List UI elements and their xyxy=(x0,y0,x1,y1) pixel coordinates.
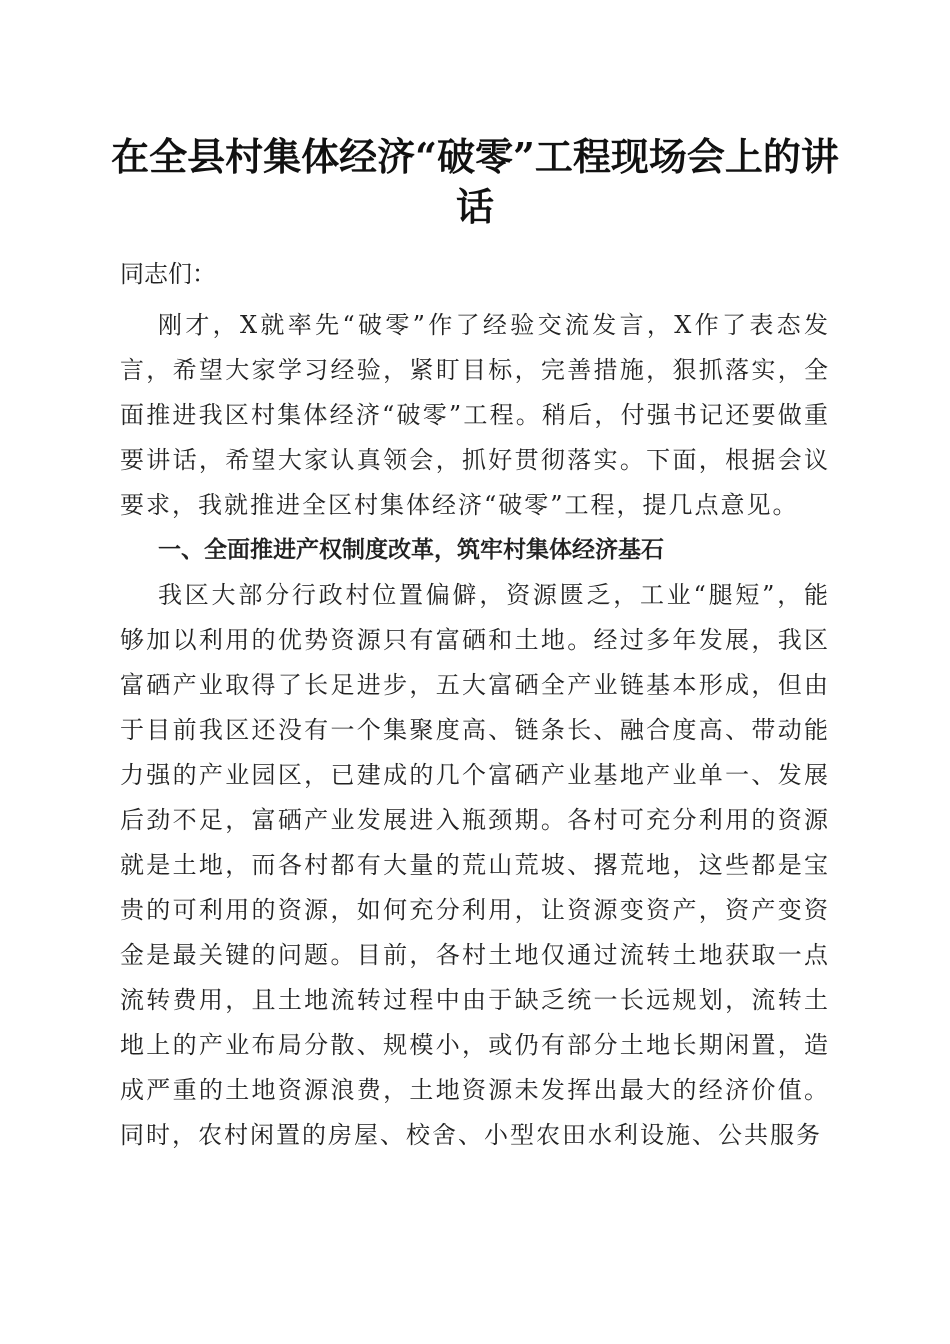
opening-paragraph: 刚才，X就率先“破零”作了经验交流发言，X作了表态发言，希望大家学习经验，紧盯目标，完善措施，狠抓落实，全面推进我区村集体经济“破零”工程。稍后，付强书记还要做重要讲话，希望大家认真领会，抓好贯彻落实。下面，根据会议要求，我就推进全区村集体经济“破零”工程，提几点意见。 xyxy=(120,311,830,519)
section-heading: 一、全面推进产权制度改革，筑牢村集体经济基石 xyxy=(158,537,664,563)
section-paragraph: 我区大部分行政村位置偏僻，资源匮乏，工业“腿短”，能够加以利用的优势资源只有富硒和土地。经过多年发展，我区富硒产业取得了长足进步，五大富硒全产业链基本形成，但由于目前我区还没有一个集聚度高、链条长、融合度高、带动能力强的产业园区，已建成的几个富硒产业基地产业单一、发展后劲不足，富硒产业发展进入瓶颈期。各村可充分利用的资源就是土地，而各村都有大量的荒山荒坡、撂荒地，这些都是宝贵的可利用的资源，如何充分利用，让资源变资产，资产变资金是最关键的问题。目前，各村土地仅通过流转土地获取一点流转费用，且土地流转过程中由于缺乏统一长远规划，流转土地上的产业布局分散、规模小，或仍有部分土地长期闲置，造成严重的土地资源浪费，土地资源未发挥出最大的经济价值。同时，农村闲置的房屋、校舍、小型农田水利设施、公共服务 xyxy=(120,581,830,1149)
salutation: 同志们： xyxy=(120,260,216,288)
document-body xyxy=(120,252,830,1158)
document-title: 在全县村集体经济“破零”工程现场会上的讲话 xyxy=(111,134,839,229)
